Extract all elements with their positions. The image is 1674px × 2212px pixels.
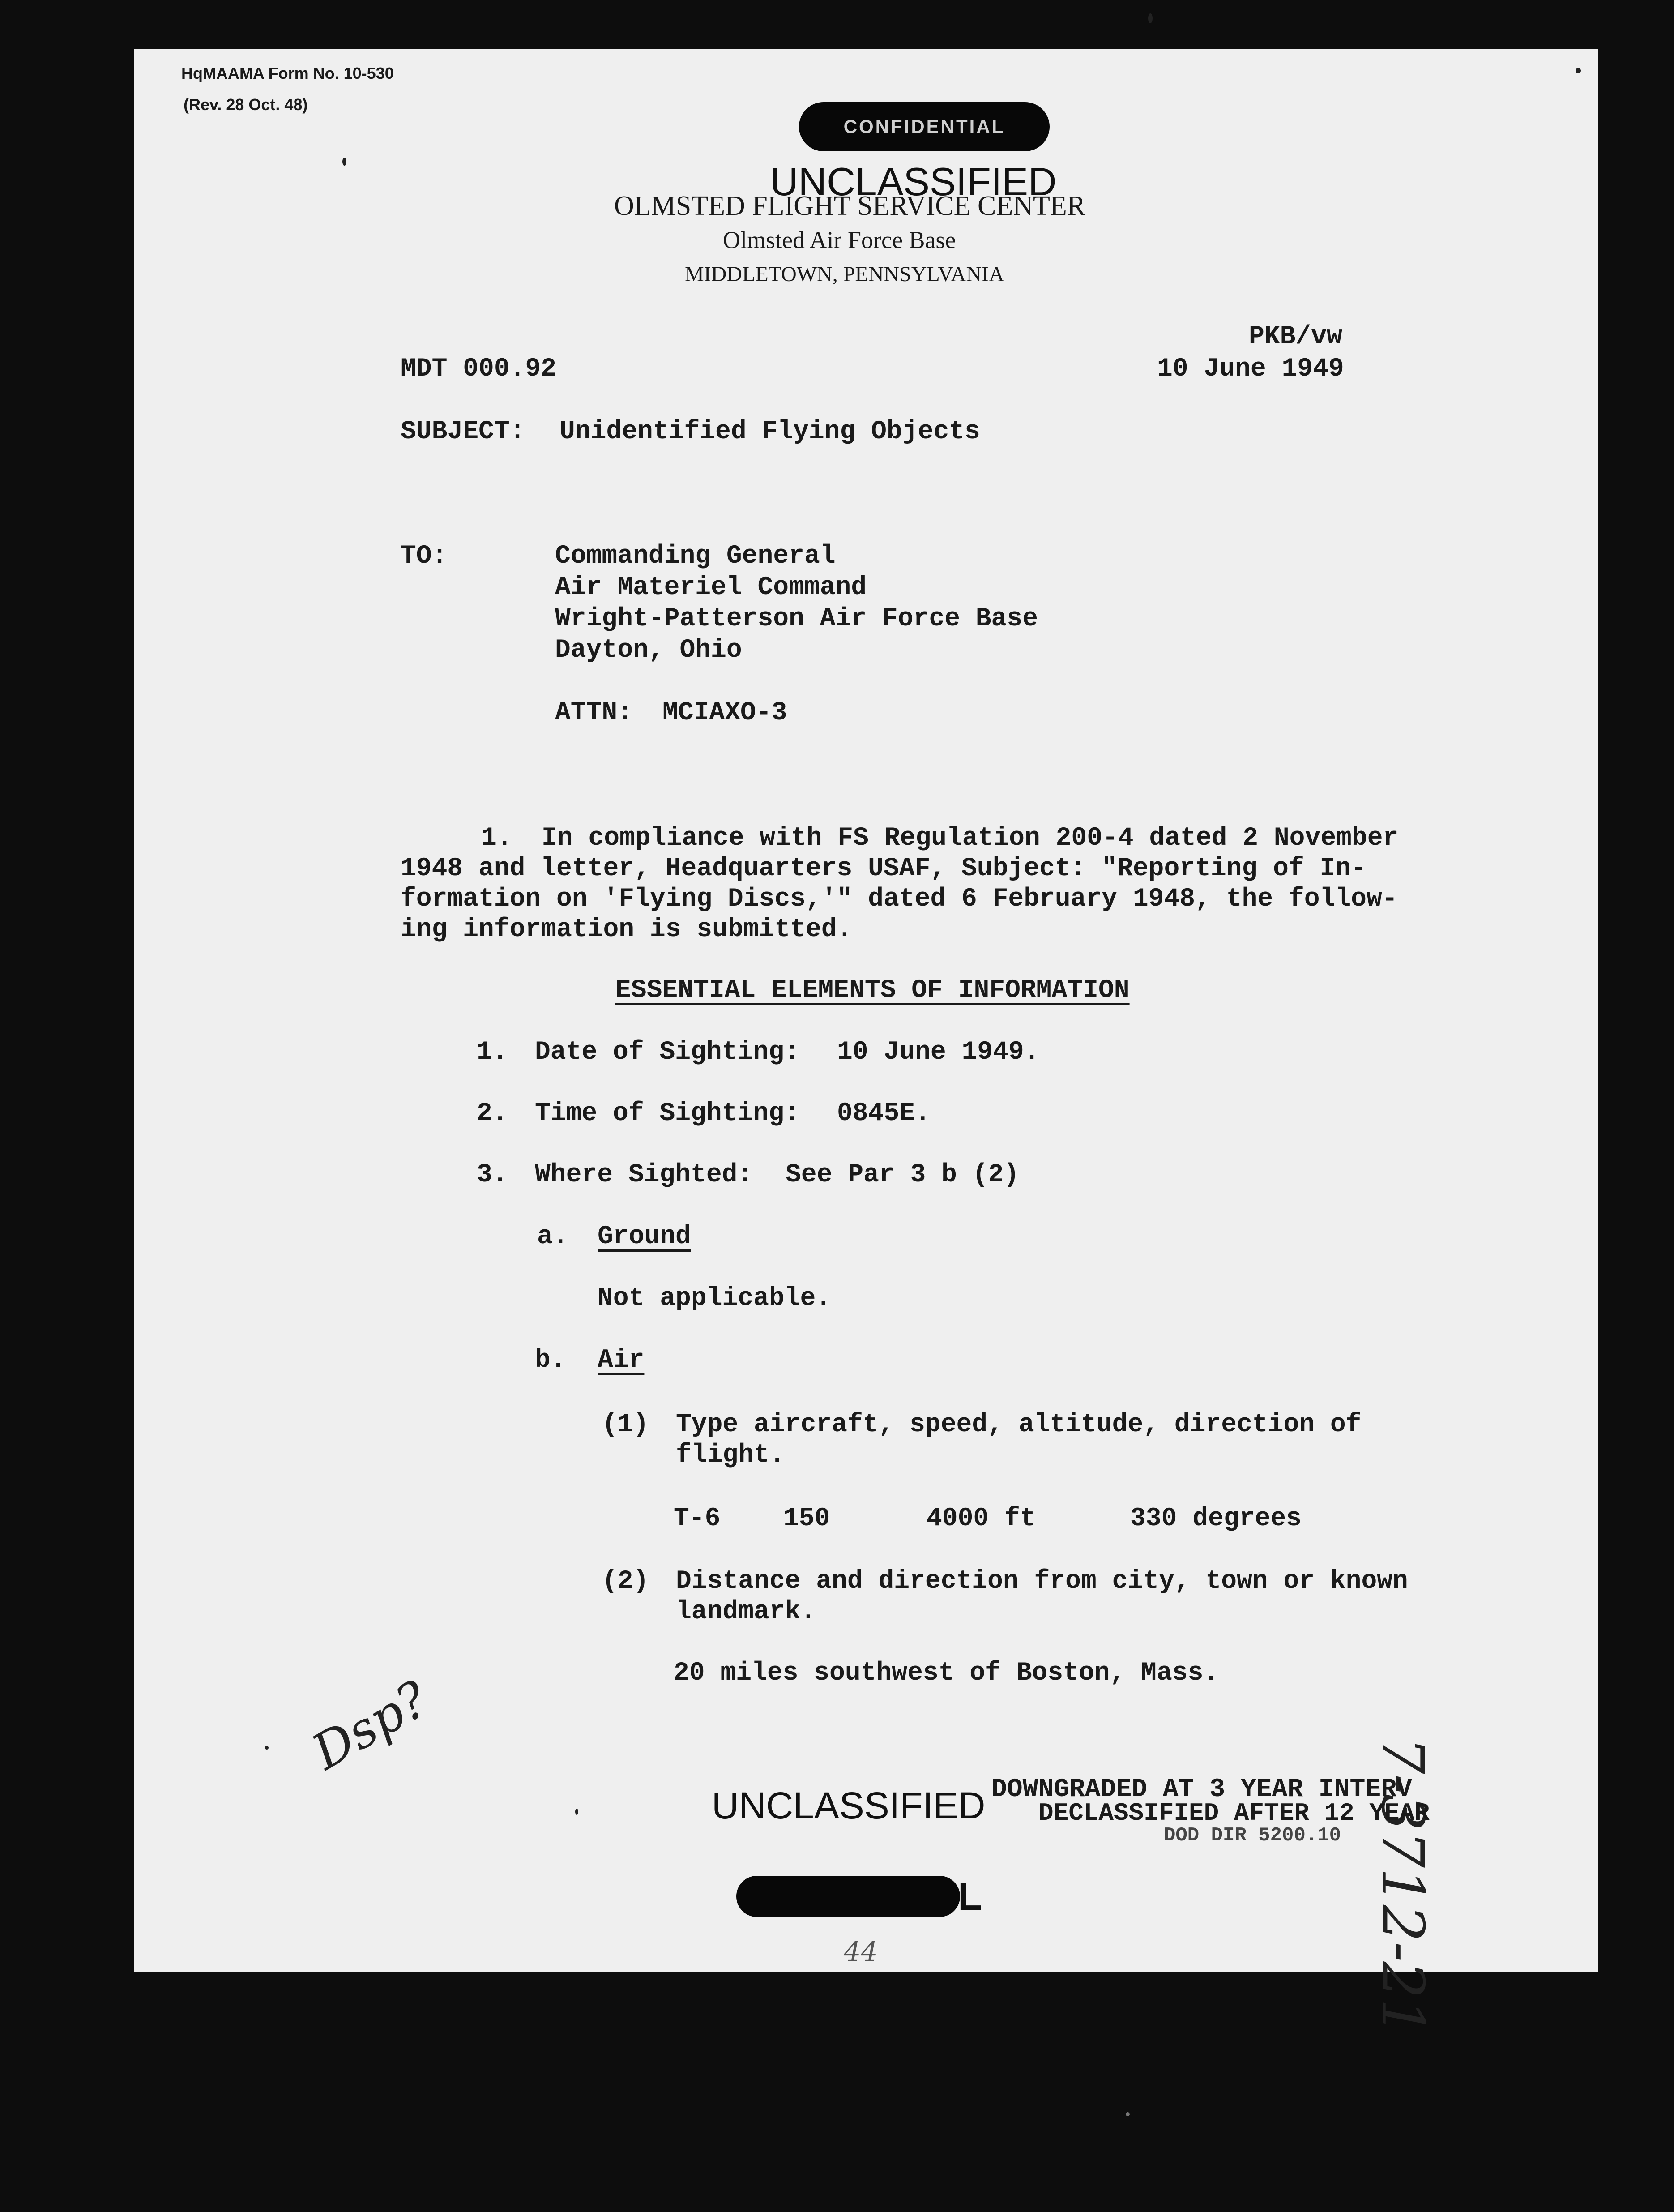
aircraft-altitude: 4000 ft (927, 1504, 1036, 1533)
question1-number: (1) (602, 1410, 649, 1439)
para1-line: 1948 and letter, Headquarters USAF, Subject: "Reporting of In- (401, 854, 1367, 883)
aircraft-type: T-6 (674, 1504, 721, 1533)
item-label: Where Sighted: (535, 1160, 753, 1189)
question2-text: Distance and direction from city, town or known (676, 1567, 1408, 1596)
letterhead-location: MIDDLETOWN, PENNSYLVANIA (685, 262, 1004, 286)
to-line: Commanding General (555, 542, 836, 571)
attn-value: MCIAXO-3 (662, 698, 787, 727)
form-revision: (Rev. 28 Oct. 48) (184, 95, 308, 114)
handwritten-note: Dsp? (303, 1670, 438, 1781)
downgrade-stamp-line3: DOD DIR 5200.10 (1164, 1824, 1341, 1847)
bottom-unclassified-stamp: UNCLASSIFIED (712, 1784, 986, 1827)
dust-speck (1576, 68, 1581, 73)
downgrade-stamp-line2: DECLASSIFIED AFTER 12 YEAR (1038, 1799, 1430, 1827)
letterhead-base: Olmsted Air Force Base (723, 227, 956, 253)
para1-number: 1. (481, 824, 512, 853)
aircraft-direction: 330 degrees (1130, 1504, 1302, 1533)
para1-line: formation on 'Flying Discs,'" dated 6 February 1948, the follow- (401, 885, 1398, 914)
to-line: Wright-Patterson Air Force Base (555, 604, 1038, 633)
form-number: HqMAAMA Form No. 10-530 (181, 64, 394, 82)
downgrade-stamp-line1: DOWNGRADED AT 3 YEAR INTERV (991, 1775, 1412, 1804)
item-value: 10 June 1949. (837, 1038, 1040, 1067)
para1-line: ing information is submitted. (401, 915, 853, 944)
section-heading: ESSENTIAL ELEMENTS OF INFORMATION (615, 976, 1130, 1005)
dust-speck (1148, 13, 1153, 23)
to-line: Dayton, Ohio (555, 636, 742, 665)
letterhead-org: OLMSTED FLIGHT SERVICE CENTER (614, 191, 1086, 221)
item-label: Date of Sighting: (535, 1038, 800, 1067)
handwritten-file-number: 7-3712-21 (1369, 1737, 1437, 2036)
aircraft-speed: 150 (783, 1504, 830, 1533)
to-label: TO: (401, 542, 448, 571)
attn-label: ATTN: (555, 698, 633, 727)
question2-text: landmark. (676, 1597, 816, 1626)
air-letter: b. (535, 1346, 566, 1375)
item-label: Time of Sighting: (535, 1099, 800, 1128)
to-line: Air Materiel Command (555, 573, 867, 602)
item-number: 1. (477, 1038, 508, 1067)
question1-text: Type aircraft, speed, altitude, direction of (676, 1410, 1362, 1439)
memo-initials: PKB/vw (1249, 322, 1342, 351)
memo-date: 10 June 1949 (1157, 355, 1344, 384)
handwritten-mark: 44 (844, 1936, 878, 1968)
bottom-stamp-visible-letter: L (958, 1874, 982, 1918)
para1-line: In compliance with FS Regulation 200-4 dated 2 November (542, 824, 1399, 853)
ground-heading: Ground (598, 1222, 691, 1251)
air-heading: Air (598, 1346, 645, 1375)
item-value: See Par 3 b (2) (786, 1160, 1020, 1189)
subject-label: SUBJECT: (401, 417, 525, 446)
ground-letter: a. (537, 1222, 568, 1251)
question2-number: (2) (602, 1567, 649, 1596)
file-reference: MDT 000.92 (401, 355, 557, 384)
location-answer: 20 miles southwest of Boston, Mass. (674, 1659, 1219, 1688)
subject-text: Unidentified Flying Objects (559, 417, 980, 446)
item-value: 0845E. (837, 1099, 931, 1128)
dust-speck (265, 1746, 269, 1750)
bottom-classification-stamp (736, 1876, 960, 1917)
top-unclassified-stamp: UNCLASSIFIED (770, 159, 1057, 204)
item-number: 3. (477, 1160, 508, 1189)
dust-speck (1126, 2112, 1130, 2116)
question1-text: flight. (676, 1441, 785, 1470)
item-number: 2. (477, 1099, 508, 1128)
dust-speck (342, 158, 346, 166)
top-classification-stamp: CONFIDENTIAL (799, 102, 1050, 151)
ground-text: Not applicable. (598, 1284, 832, 1313)
dust-speck (575, 1809, 578, 1815)
